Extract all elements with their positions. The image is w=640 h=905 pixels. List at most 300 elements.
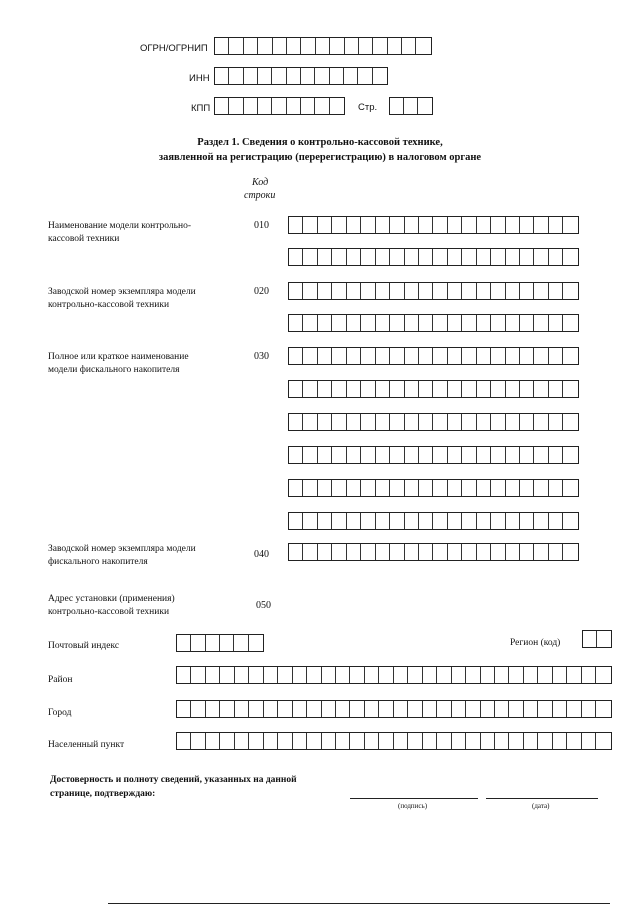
input-cell[interactable] — [491, 249, 505, 265]
input-cell[interactable] — [506, 217, 520, 233]
input-cell[interactable] — [289, 315, 303, 331]
input-cell[interactable] — [534, 217, 548, 233]
locality-field[interactable] — [176, 732, 612, 750]
field-030-row5[interactable] — [288, 479, 579, 497]
input-cell[interactable] — [477, 217, 491, 233]
input-cell[interactable] — [244, 98, 258, 114]
input-cell[interactable] — [520, 249, 534, 265]
input-cell[interactable] — [477, 348, 491, 364]
input-cell[interactable] — [390, 480, 404, 496]
input-cell[interactable] — [361, 249, 375, 265]
input-cell[interactable] — [318, 315, 332, 331]
kpp-field[interactable] — [214, 97, 345, 115]
input-cell[interactable] — [506, 381, 520, 397]
input-cell[interactable] — [318, 283, 332, 299]
input-cell[interactable] — [303, 283, 317, 299]
input-cell[interactable] — [272, 68, 286, 84]
input-cell[interactable] — [177, 635, 191, 651]
input-cell[interactable] — [293, 667, 307, 683]
input-cell[interactable] — [506, 249, 520, 265]
input-cell[interactable] — [534, 348, 548, 364]
input-cell[interactable] — [481, 667, 495, 683]
input-cell[interactable] — [258, 68, 272, 84]
field-010-row1[interactable] — [288, 216, 579, 234]
input-cell[interactable] — [448, 414, 462, 430]
input-cell[interactable] — [287, 68, 301, 84]
input-cell[interactable] — [345, 38, 359, 54]
input-cell[interactable] — [405, 217, 419, 233]
input-cell[interactable] — [563, 217, 577, 233]
input-cell[interactable] — [506, 447, 520, 463]
input-cell[interactable] — [373, 68, 387, 84]
input-cell[interactable] — [567, 701, 581, 717]
input-cell[interactable] — [390, 249, 404, 265]
input-cell[interactable] — [293, 733, 307, 749]
input-cell[interactable] — [332, 480, 346, 496]
input-cell[interactable] — [549, 217, 563, 233]
input-cell[interactable] — [563, 348, 577, 364]
input-cell[interactable] — [462, 348, 476, 364]
input-cell[interactable] — [549, 480, 563, 496]
input-cell[interactable] — [350, 667, 364, 683]
input-cell[interactable] — [350, 701, 364, 717]
input-cell[interactable] — [289, 513, 303, 529]
input-cell[interactable] — [462, 414, 476, 430]
input-cell[interactable] — [466, 733, 480, 749]
signature-line[interactable] — [350, 798, 478, 799]
city-field[interactable] — [176, 700, 612, 718]
input-cell[interactable] — [307, 667, 321, 683]
input-cell[interactable] — [191, 701, 205, 717]
input-cell[interactable] — [405, 480, 419, 496]
input-cell[interactable] — [379, 733, 393, 749]
input-cell[interactable] — [191, 635, 205, 651]
input-cell[interactable] — [433, 513, 447, 529]
input-cell[interactable] — [448, 447, 462, 463]
input-cell[interactable] — [315, 98, 329, 114]
input-cell[interactable] — [423, 667, 437, 683]
input-cell[interactable] — [318, 414, 332, 430]
input-cell[interactable] — [405, 283, 419, 299]
input-cell[interactable] — [549, 315, 563, 331]
input-cell[interactable] — [318, 217, 332, 233]
input-cell[interactable] — [332, 414, 346, 430]
input-cell[interactable] — [220, 635, 234, 651]
input-cell[interactable] — [361, 480, 375, 496]
input-cell[interactable] — [563, 249, 577, 265]
input-cell[interactable] — [477, 414, 491, 430]
input-cell[interactable] — [491, 544, 505, 560]
input-cell[interactable] — [365, 733, 379, 749]
input-cell[interactable] — [549, 283, 563, 299]
input-cell[interactable] — [287, 98, 301, 114]
input-cell[interactable] — [322, 667, 336, 683]
input-cell[interactable] — [582, 701, 596, 717]
input-cell[interactable] — [332, 348, 346, 364]
input-cell[interactable] — [390, 315, 404, 331]
input-cell[interactable] — [433, 544, 447, 560]
input-cell[interactable] — [462, 513, 476, 529]
input-cell[interactable] — [419, 414, 433, 430]
input-cell[interactable] — [448, 348, 462, 364]
input-cell[interactable] — [405, 249, 419, 265]
input-cell[interactable] — [206, 733, 220, 749]
input-cell[interactable] — [549, 414, 563, 430]
input-cell[interactable] — [365, 701, 379, 717]
input-cell[interactable] — [524, 667, 538, 683]
input-cell[interactable] — [433, 480, 447, 496]
input-cell[interactable] — [390, 348, 404, 364]
input-cell[interactable] — [376, 544, 390, 560]
input-cell[interactable] — [452, 667, 466, 683]
input-cell[interactable] — [520, 414, 534, 430]
input-cell[interactable] — [520, 217, 534, 233]
input-cell[interactable] — [347, 249, 361, 265]
input-cell[interactable] — [462, 480, 476, 496]
input-cell[interactable] — [359, 38, 373, 54]
ogrn-field[interactable] — [214, 37, 432, 55]
input-cell[interactable] — [330, 98, 344, 114]
input-cell[interactable] — [347, 217, 361, 233]
input-cell[interactable] — [303, 249, 317, 265]
input-cell[interactable] — [477, 513, 491, 529]
input-cell[interactable] — [419, 249, 433, 265]
input-cell[interactable] — [301, 98, 315, 114]
input-cell[interactable] — [509, 667, 523, 683]
input-cell[interactable] — [330, 38, 344, 54]
input-cell[interactable] — [303, 480, 317, 496]
page-number-field[interactable] — [389, 97, 433, 115]
input-cell[interactable] — [452, 701, 466, 717]
input-cell[interactable] — [361, 381, 375, 397]
input-cell[interactable] — [365, 667, 379, 683]
input-cell[interactable] — [506, 414, 520, 430]
input-cell[interactable] — [347, 414, 361, 430]
input-cell[interactable] — [520, 348, 534, 364]
input-cell[interactable] — [229, 98, 243, 114]
input-cell[interactable] — [347, 381, 361, 397]
input-cell[interactable] — [322, 701, 336, 717]
input-cell[interactable] — [433, 217, 447, 233]
input-cell[interactable] — [264, 733, 278, 749]
input-cell[interactable] — [315, 68, 329, 84]
input-cell[interactable] — [419, 283, 433, 299]
input-cell[interactable] — [481, 733, 495, 749]
input-cell[interactable] — [249, 667, 263, 683]
input-cell[interactable] — [534, 381, 548, 397]
field-020-row1[interactable] — [288, 282, 579, 300]
input-cell[interactable] — [491, 414, 505, 430]
input-cell[interactable] — [549, 249, 563, 265]
input-cell[interactable] — [318, 249, 332, 265]
input-cell[interactable] — [373, 38, 387, 54]
input-cell[interactable] — [549, 544, 563, 560]
input-cell[interactable] — [481, 701, 495, 717]
input-cell[interactable] — [361, 283, 375, 299]
field-040-row1[interactable] — [288, 543, 579, 561]
input-cell[interactable] — [418, 98, 432, 114]
input-cell[interactable] — [235, 667, 249, 683]
input-cell[interactable] — [433, 414, 447, 430]
input-cell[interactable] — [220, 701, 234, 717]
input-cell[interactable] — [220, 667, 234, 683]
input-cell[interactable] — [506, 544, 520, 560]
date-line[interactable] — [486, 798, 598, 799]
input-cell[interactable] — [423, 701, 437, 717]
input-cell[interactable] — [405, 381, 419, 397]
input-cell[interactable] — [534, 513, 548, 529]
input-cell[interactable] — [520, 315, 534, 331]
input-cell[interactable] — [332, 283, 346, 299]
input-cell[interactable] — [390, 381, 404, 397]
input-cell[interactable] — [538, 667, 552, 683]
input-cell[interactable] — [215, 38, 229, 54]
input-cell[interactable] — [419, 544, 433, 560]
input-cell[interactable] — [390, 414, 404, 430]
input-cell[interactable] — [437, 667, 451, 683]
input-cell[interactable] — [491, 315, 505, 331]
input-cell[interactable] — [491, 217, 505, 233]
input-cell[interactable] — [229, 68, 243, 84]
input-cell[interactable] — [419, 348, 433, 364]
input-cell[interactable] — [390, 447, 404, 463]
input-cell[interactable] — [394, 733, 408, 749]
input-cell[interactable] — [567, 667, 581, 683]
input-cell[interactable] — [390, 283, 404, 299]
input-cell[interactable] — [419, 315, 433, 331]
region-field[interactable] — [582, 630, 612, 648]
input-cell[interactable] — [433, 249, 447, 265]
input-cell[interactable] — [303, 414, 317, 430]
input-cell[interactable] — [477, 283, 491, 299]
input-cell[interactable] — [215, 68, 229, 84]
input-cell[interactable] — [244, 68, 258, 84]
input-cell[interactable] — [332, 544, 346, 560]
input-cell[interactable] — [177, 733, 191, 749]
input-cell[interactable] — [234, 635, 248, 651]
input-cell[interactable] — [520, 381, 534, 397]
input-cell[interactable] — [408, 701, 422, 717]
input-cell[interactable] — [491, 381, 505, 397]
input-cell[interactable] — [344, 68, 358, 84]
input-cell[interactable] — [596, 733, 610, 749]
input-cell[interactable] — [361, 447, 375, 463]
input-cell[interactable] — [376, 480, 390, 496]
input-cell[interactable] — [390, 217, 404, 233]
input-cell[interactable] — [318, 544, 332, 560]
input-cell[interactable] — [405, 348, 419, 364]
field-030-row3[interactable] — [288, 413, 579, 431]
input-cell[interactable] — [448, 249, 462, 265]
input-cell[interactable] — [448, 283, 462, 299]
input-cell[interactable] — [491, 447, 505, 463]
input-cell[interactable] — [229, 38, 243, 54]
input-cell[interactable] — [553, 667, 567, 683]
input-cell[interactable] — [419, 513, 433, 529]
input-cell[interactable] — [563, 414, 577, 430]
input-cell[interactable] — [433, 283, 447, 299]
input-cell[interactable] — [583, 631, 597, 647]
input-cell[interactable] — [332, 381, 346, 397]
input-cell[interactable] — [347, 513, 361, 529]
input-cell[interactable] — [549, 348, 563, 364]
input-cell[interactable] — [347, 348, 361, 364]
input-cell[interactable] — [303, 513, 317, 529]
input-cell[interactable] — [287, 38, 301, 54]
input-cell[interactable] — [336, 667, 350, 683]
input-cell[interactable] — [336, 733, 350, 749]
input-cell[interactable] — [506, 513, 520, 529]
input-cell[interactable] — [289, 249, 303, 265]
input-cell[interactable] — [495, 701, 509, 717]
input-cell[interactable] — [332, 447, 346, 463]
input-cell[interactable] — [289, 283, 303, 299]
input-cell[interactable] — [466, 701, 480, 717]
input-cell[interactable] — [419, 217, 433, 233]
field-030-row6[interactable] — [288, 512, 579, 530]
input-cell[interactable] — [347, 480, 361, 496]
input-cell[interactable] — [520, 447, 534, 463]
input-cell[interactable] — [303, 447, 317, 463]
input-cell[interactable] — [191, 733, 205, 749]
input-cell[interactable] — [303, 315, 317, 331]
field-020-row2[interactable] — [288, 314, 579, 332]
field-030-row1[interactable] — [288, 347, 579, 365]
input-cell[interactable] — [477, 447, 491, 463]
input-cell[interactable] — [448, 381, 462, 397]
input-cell[interactable] — [466, 667, 480, 683]
input-cell[interactable] — [289, 381, 303, 397]
input-cell[interactable] — [448, 544, 462, 560]
input-cell[interactable] — [491, 480, 505, 496]
input-cell[interactable] — [394, 701, 408, 717]
input-cell[interactable] — [301, 38, 315, 54]
input-cell[interactable] — [318, 381, 332, 397]
input-cell[interactable] — [491, 283, 505, 299]
input-cell[interactable] — [293, 701, 307, 717]
inn-field[interactable] — [214, 67, 388, 85]
input-cell[interactable] — [549, 513, 563, 529]
input-cell[interactable] — [390, 544, 404, 560]
input-cell[interactable] — [477, 315, 491, 331]
input-cell[interactable] — [462, 544, 476, 560]
input-cell[interactable] — [462, 315, 476, 331]
input-cell[interactable] — [596, 701, 610, 717]
input-cell[interactable] — [177, 701, 191, 717]
input-cell[interactable] — [416, 38, 430, 54]
input-cell[interactable] — [534, 544, 548, 560]
input-cell[interactable] — [597, 631, 611, 647]
input-cell[interactable] — [549, 381, 563, 397]
input-cell[interactable] — [538, 733, 552, 749]
input-cell[interactable] — [215, 98, 229, 114]
input-cell[interactable] — [405, 447, 419, 463]
input-cell[interactable] — [249, 635, 263, 651]
input-cell[interactable] — [332, 217, 346, 233]
input-cell[interactable] — [206, 635, 220, 651]
input-cell[interactable] — [462, 283, 476, 299]
input-cell[interactable] — [388, 38, 402, 54]
field-030-row2[interactable] — [288, 380, 579, 398]
input-cell[interactable] — [462, 249, 476, 265]
input-cell[interactable] — [448, 513, 462, 529]
input-cell[interactable] — [289, 447, 303, 463]
input-cell[interactable] — [462, 217, 476, 233]
input-cell[interactable] — [379, 667, 393, 683]
input-cell[interactable] — [264, 667, 278, 683]
input-cell[interactable] — [423, 733, 437, 749]
input-cell[interactable] — [330, 68, 344, 84]
input-cell[interactable] — [318, 447, 332, 463]
input-cell[interactable] — [347, 447, 361, 463]
input-cell[interactable] — [534, 249, 548, 265]
input-cell[interactable] — [433, 447, 447, 463]
input-cell[interactable] — [553, 701, 567, 717]
input-cell[interactable] — [534, 283, 548, 299]
input-cell[interactable] — [462, 447, 476, 463]
input-cell[interactable] — [538, 701, 552, 717]
input-cell[interactable] — [402, 38, 416, 54]
input-cell[interactable] — [437, 733, 451, 749]
input-cell[interactable] — [563, 447, 577, 463]
input-cell[interactable] — [534, 315, 548, 331]
input-cell[interactable] — [376, 283, 390, 299]
input-cell[interactable] — [361, 315, 375, 331]
postal-index-field[interactable] — [176, 634, 264, 652]
input-cell[interactable] — [289, 544, 303, 560]
input-cell[interactable] — [582, 667, 596, 683]
input-cell[interactable] — [350, 733, 364, 749]
input-cell[interactable] — [549, 447, 563, 463]
input-cell[interactable] — [332, 249, 346, 265]
input-cell[interactable] — [477, 381, 491, 397]
input-cell[interactable] — [361, 348, 375, 364]
input-cell[interactable] — [405, 544, 419, 560]
input-cell[interactable] — [258, 98, 272, 114]
input-cell[interactable] — [278, 701, 292, 717]
input-cell[interactable] — [448, 217, 462, 233]
input-cell[interactable] — [390, 513, 404, 529]
input-cell[interactable] — [491, 348, 505, 364]
input-cell[interactable] — [567, 733, 581, 749]
input-cell[interactable] — [419, 447, 433, 463]
input-cell[interactable] — [272, 98, 286, 114]
input-cell[interactable] — [582, 733, 596, 749]
input-cell[interactable] — [303, 348, 317, 364]
input-cell[interactable] — [347, 315, 361, 331]
input-cell[interactable] — [524, 701, 538, 717]
input-cell[interactable] — [177, 667, 191, 683]
input-cell[interactable] — [563, 513, 577, 529]
input-cell[interactable] — [220, 733, 234, 749]
input-cell[interactable] — [405, 513, 419, 529]
input-cell[interactable] — [534, 447, 548, 463]
input-cell[interactable] — [303, 217, 317, 233]
input-cell[interactable] — [347, 283, 361, 299]
input-cell[interactable] — [419, 480, 433, 496]
input-cell[interactable] — [506, 315, 520, 331]
input-cell[interactable] — [307, 733, 321, 749]
input-cell[interactable] — [520, 480, 534, 496]
input-cell[interactable] — [249, 701, 263, 717]
input-cell[interactable] — [509, 701, 523, 717]
input-cell[interactable] — [289, 414, 303, 430]
input-cell[interactable] — [534, 480, 548, 496]
input-cell[interactable] — [477, 544, 491, 560]
input-cell[interactable] — [477, 249, 491, 265]
input-cell[interactable] — [462, 381, 476, 397]
input-cell[interactable] — [506, 480, 520, 496]
